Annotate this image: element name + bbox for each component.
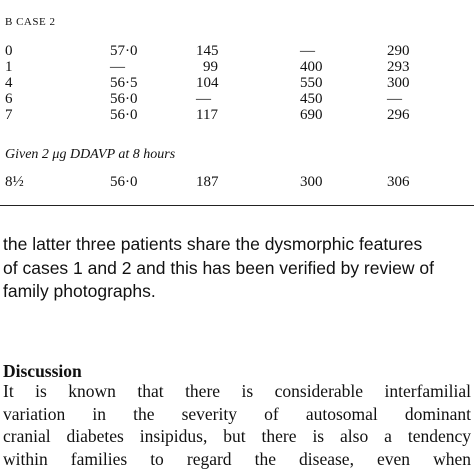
paragraph-line: family photographs.: [3, 281, 156, 301]
table-cell: 99: [203, 59, 218, 75]
table-cell: 300: [387, 75, 410, 91]
table-cell: 56·5: [110, 75, 138, 91]
discussion-line: within families to regard the disease, even when: [3, 448, 471, 469]
table-cell: 296: [387, 107, 410, 123]
table-row: [0, 107, 474, 123]
table-row: [0, 75, 474, 91]
discussion-paragraph: [3, 380, 473, 470]
table-cell: —: [196, 91, 211, 107]
table-cell: 56·0: [110, 107, 138, 123]
discussion-line: variation in the severity of autosomal dominant: [3, 403, 471, 424]
table-cell: 6: [5, 91, 13, 107]
table-row: [0, 174, 474, 190]
table-bottom-rule: [0, 205, 474, 206]
table-cell: 56·0: [110, 174, 138, 190]
table-cell: 117: [196, 107, 218, 123]
table-cell: 4: [5, 75, 13, 91]
table-cell: 550: [300, 75, 323, 91]
discussion-line: It is known that there is considerable interfamilial: [3, 381, 471, 401]
paragraph-line: the latter three patients share the dysmorphic features: [3, 234, 423, 254]
table-cell: 57·0: [110, 43, 138, 59]
table-cell: 293: [387, 59, 410, 75]
section-heading: Discussion: [3, 361, 82, 381]
discussion-line: cranial diabetes insipidus, but there is also a tendency: [3, 426, 471, 446]
table-cell: 56·0: [110, 91, 138, 107]
table-cell: 145: [196, 43, 219, 59]
case-heading: B CASE 2: [5, 16, 56, 28]
table-cell: 300: [300, 174, 323, 190]
table-cell: 290: [387, 43, 410, 59]
table-cell: 7: [5, 107, 13, 123]
table-row: [0, 91, 474, 107]
table-cell: 104: [196, 75, 219, 91]
paragraph-line: of cases 1 and 2 and this has been verified by review of: [3, 257, 434, 278]
table-cell: 400: [300, 59, 323, 75]
table-cell: —: [300, 43, 315, 59]
table-cell: 450: [300, 91, 323, 107]
table-cell: 1: [5, 59, 13, 75]
table-cell: —: [387, 91, 402, 107]
table-cell: —: [110, 59, 125, 75]
table-row: [0, 43, 474, 59]
table-row: [0, 59, 474, 75]
table-note: Given 2 μg DDAVP at 8 hours: [5, 147, 176, 162]
table-cell: 8½: [5, 174, 24, 190]
table-cell: 690: [300, 107, 323, 123]
body-paragraph: [3, 233, 473, 304]
table-cell: 306: [387, 174, 410, 190]
table-cell: 0: [5, 43, 13, 59]
table-cell: 187: [196, 174, 219, 190]
